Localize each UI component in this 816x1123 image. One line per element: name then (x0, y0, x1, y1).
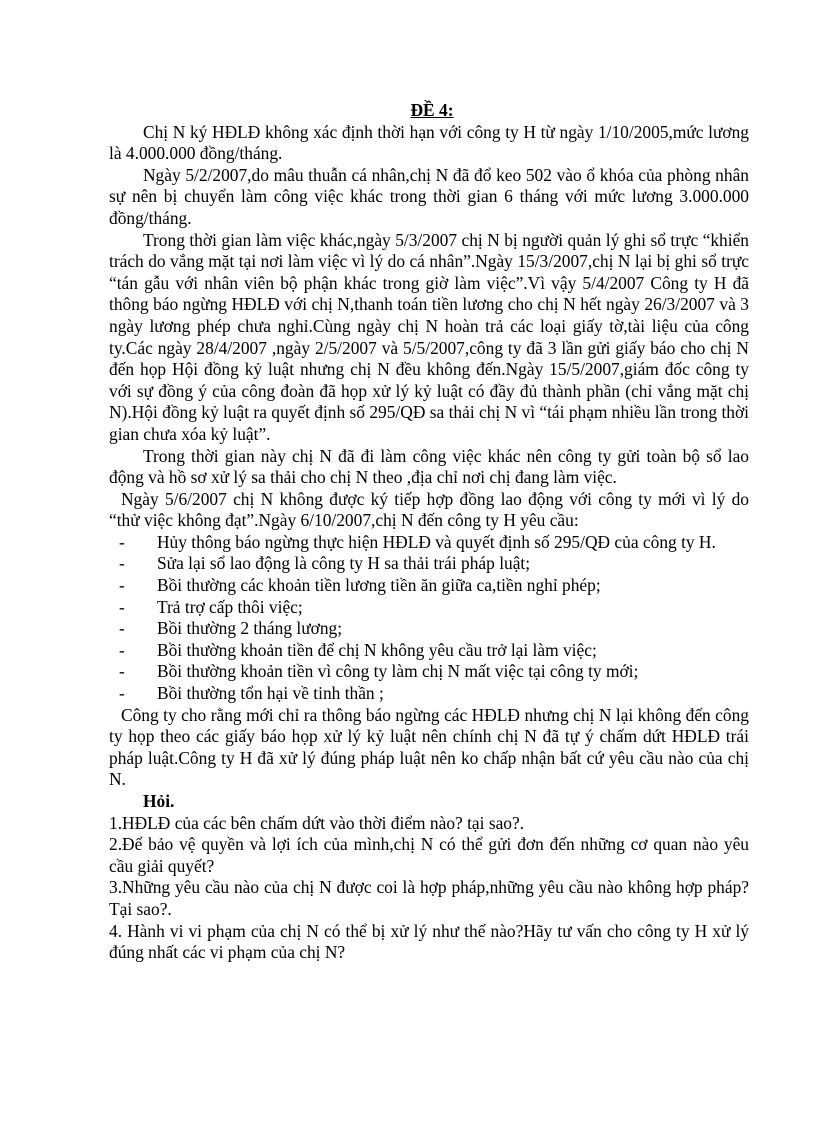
paragraph-company-response: Công ty cho rằng mới chỉ ra thông báo ngừng các HĐLĐ nhưng chị N lại không đến công ty họp theo các giấy báo họp xử lý kỷ luật nên chính chị N đã tự ý chấm dứt HĐLĐ trái pháp luật.Công ty H đã xử lý đúng pháp luật nên ko chấp nhận bất cứ yêu cầu nào của chị N. (109, 704, 749, 790)
demand-text: Sửa lại sổ lao động là công ty H sa thải trái pháp luật; (157, 553, 531, 574)
list-item (109, 597, 749, 619)
demand-text: Bồi thường khoản tiền để chị N không yêu cầu trở lại làm việc; (157, 639, 597, 660)
demand-text: Bồi thường tổn hại về tinh thần ; (157, 683, 384, 704)
demand-text: Bồi thường 2 tháng lương; (157, 618, 343, 639)
list-dash: - (119, 575, 125, 596)
list-dash: - (119, 661, 125, 682)
demands-list (109, 532, 749, 705)
list-dash: - (119, 596, 125, 617)
list-dash: - (119, 553, 125, 574)
demand-text: Trả trợ cấp thôi việc; (157, 596, 303, 617)
document-title: ĐỀ 4: (410, 100, 454, 120)
questions-heading: Hỏi. (143, 791, 175, 811)
paragraph-labor-book: Trong thời gian này chị N đã đi làm công việc khác nên công ty gửi toàn bộ sổ lao động và hồ sơ xử lý sa thải cho chị N theo ,địa chỉ nơi chị đang làm việc. (109, 445, 749, 488)
demand-text: Hủy thông báo ngừng thực hiện HĐLĐ và quyết định số 295/QĐ của công ty H. (157, 531, 716, 552)
list-dash: - (119, 639, 125, 660)
list-dash: - (119, 618, 125, 639)
document-page (109, 100, 749, 964)
demand-text: Bồi thường khoản tiền vì công ty làm chị N mất việc tại công ty mới; (157, 661, 639, 682)
list-item (109, 553, 749, 575)
paragraph-discipline: Trong thời gian làm việc khác,ngày 5/3/2007 chị N bị người quản lý ghi sổ trực “khiển trách do vắng mặt tại nơi làm việc vì lý do cá nhân”.Ngày 15/3/2007,chị N lại bị ghi sổ trực “tán gẫu với nhân viên bộ phận khác trong giờ làm việc”.Vì vậy 5/4/2007 Công ty H đã thông báo ngừng HĐLĐ với chị N,thanh toán tiền lương cho chị N hết ngày 26/3/2007 và 3 ngày lương phép chưa nghỉ.Cùng ngày chị N hoàn trả các loại giấy tờ,tài liệu của công ty.Các ngày 28/4/2007 ,ngày 2/5/2007 và 5/5/2007,công ty đã 3 lần gửi giấy báo cho chị N đến họp Hội đồng kỷ luật nhưng chị N đều không đến.Ngày 15/5/2007,giám đốc công ty với sự đồng ý của công đoàn đã họp xử lý kỷ luật có đầy đủ thành phần (chỉ vắng mặt chị N).Hội đồng kỷ luật ra quyết định số 295/QĐ sa thải chị N vì “tái phạm nhiều lần trong thời gian chưa xóa kỷ luật”. (109, 229, 749, 444)
list-item (109, 661, 749, 683)
list-item (109, 618, 749, 640)
list-item (109, 683, 749, 705)
demand-text: Bồi thường các khoản tiền lương tiền ăn giữa ca,tiền nghỉ phép; (157, 575, 601, 596)
list-item (109, 640, 749, 662)
question-4: 4. Hành vi vi phạm của chị N có thể bị xử lý như thế nào?Hãy tư vấn cho công ty H xử lý đúng nhất các vi phạm của chị N? (109, 920, 749, 963)
question-3: 3.Những yêu cầu nào của chị N được coi là hợp pháp,những yêu cầu nào không hợp pháp? Tại sao?. (109, 877, 749, 919)
paragraph-contract: Chị N ký HĐLĐ không xác định thời hạn với công ty H từ ngày 1/10/2005,mức lương là 4.000.000 đồng/tháng. (109, 121, 749, 164)
paragraph-new-company: Ngày 5/6/2007 chị N không được ký tiếp hợp đồng lao động với công ty mới vì lý do “thử việc không đạt”.Ngày 6/10/2007,chị N đến công ty H yêu cầu: (109, 488, 749, 531)
list-dash: - (119, 683, 125, 704)
paragraph-glue-incident: Ngày 5/2/2007,do mâu thuẫn cá nhân,chị N đã đổ keo 502 vào ổ khóa của phòng nhân sự nên bị chuyển làm công việc khác trong thời gian 6 tháng với mức lương 3.000.000 đồng/tháng. (109, 164, 749, 228)
list-item (109, 532, 749, 554)
question-2: 2.Để bảo vệ quyền và lợi ích của mình,chị N có thể gửi đơn đến những cơ quan nào yêu cầu giải quyết? (109, 834, 749, 876)
list-item (109, 575, 749, 597)
question-1: 1.HĐLĐ của các bên chấm dứt vào thời điểm nào? tại sao?. (109, 812, 525, 833)
list-dash: - (119, 531, 125, 552)
